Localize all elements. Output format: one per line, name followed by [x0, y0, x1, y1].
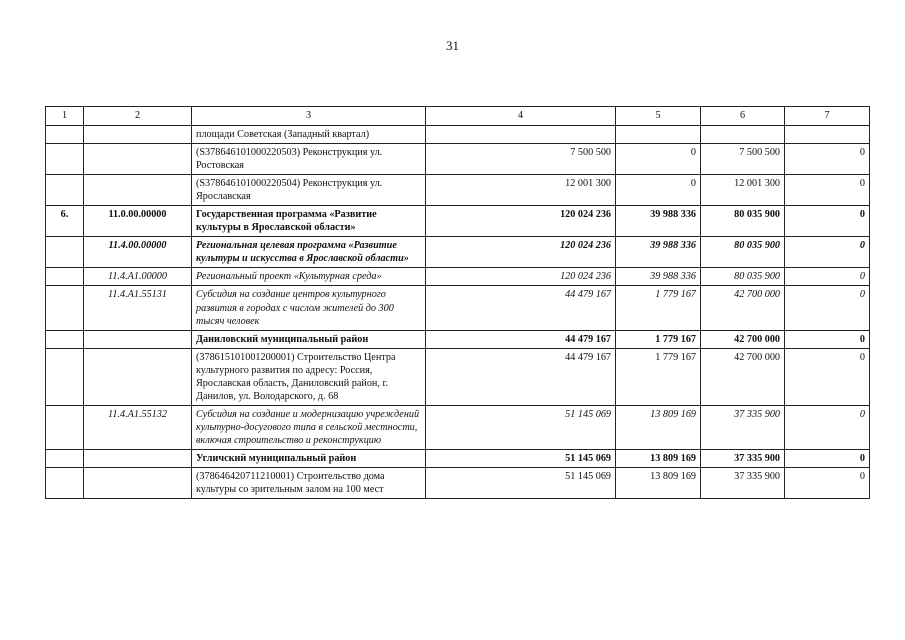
item-name-cell: Государственная программа «Развитие культуры в Ярославской области» — [192, 206, 426, 237]
amount-col4-cell: 51 145 069 — [426, 449, 616, 467]
amount-col7-cell: 0 — [785, 268, 870, 286]
amount-col6-cell: 80 035 900 — [701, 268, 785, 286]
amount-col5-cell: 0 — [616, 144, 701, 175]
amount-col5-cell: 1 779 167 — [616, 348, 701, 405]
budget-code-cell — [84, 348, 192, 405]
item-name-cell: Угличский муниципальный район — [192, 449, 426, 467]
column-header: 5 — [616, 107, 701, 126]
item-name-cell: Субсидия на создание и модернизацию учреждений культурно-досугового типа в сельской местности, включая строительство и реконструкцию — [192, 405, 426, 449]
row-number-cell — [46, 286, 84, 330]
amount-col6-cell: 80 035 900 — [701, 206, 785, 237]
amount-col6-cell: 42 700 000 — [701, 348, 785, 405]
table-row — [46, 330, 870, 348]
item-name-cell: Даниловский муниципальный район — [192, 330, 426, 348]
table-row — [46, 268, 870, 286]
amount-col5-cell — [616, 126, 701, 144]
row-number-cell — [46, 126, 84, 144]
table-row — [46, 144, 870, 175]
row-number-cell — [46, 237, 84, 268]
amount-col6-cell: 42 700 000 — [701, 286, 785, 330]
amount-col5-cell: 13 809 169 — [616, 449, 701, 467]
amount-col4-cell: 44 479 167 — [426, 330, 616, 348]
table-row — [46, 237, 870, 268]
amount-col4-cell: 44 479 167 — [426, 348, 616, 405]
item-name-cell: (378615101001200001) Строительство Центра культурного развития по адресу: Россия, Ярославская область, Даниловский район, г. Данилов, ул. Володарского, д. 68 — [192, 348, 426, 405]
amount-col6-cell — [701, 126, 785, 144]
amount-col6-cell: 7 500 500 — [701, 144, 785, 175]
amount-col4-cell: 120 024 236 — [426, 268, 616, 286]
budget-code-cell — [84, 175, 192, 206]
amount-col7-cell: 0 — [785, 237, 870, 268]
table-row — [46, 175, 870, 206]
amount-col4-cell: 51 145 069 — [426, 405, 616, 449]
row-number-cell — [46, 330, 84, 348]
amount-col5-cell: 39 988 336 — [616, 268, 701, 286]
amount-col4-cell: 120 024 236 — [426, 237, 616, 268]
amount-col5-cell: 1 779 167 — [616, 330, 701, 348]
amount-col7-cell: 0 — [785, 405, 870, 449]
item-name-cell: (378646420711210001) Строительство дома культуры со зрительным залом на 100 мест — [192, 468, 426, 499]
amount-col7-cell: 0 — [785, 286, 870, 330]
row-number-cell — [46, 348, 84, 405]
amount-col4-cell — [426, 126, 616, 144]
item-name-cell: Региональная целевая программа «Развитие культуры и искусства в Ярославской области» — [192, 237, 426, 268]
table-row — [46, 449, 870, 467]
amount-col6-cell: 37 335 900 — [701, 405, 785, 449]
amount-col4-cell: 12 001 300 — [426, 175, 616, 206]
budget-code-cell — [84, 449, 192, 467]
table-row — [46, 206, 870, 237]
budget-code-cell: 11.0.00.00000 — [84, 206, 192, 237]
amount-col6-cell: 37 335 900 — [701, 449, 785, 467]
header-row — [46, 107, 870, 126]
page-number: 31 — [446, 38, 459, 53]
budget-code-cell: 11.4.А1.55132 — [84, 405, 192, 449]
column-header: 6 — [701, 107, 785, 126]
table-row — [46, 126, 870, 144]
table-row — [46, 286, 870, 330]
amount-col5-cell: 1 779 167 — [616, 286, 701, 330]
budget-code-cell — [84, 330, 192, 348]
budget-code-cell — [84, 144, 192, 175]
column-header: 1 — [46, 107, 84, 126]
column-header: 7 — [785, 107, 870, 126]
item-name-cell: (S378646101000220503) Реконструкция ул. Ростовская — [192, 144, 426, 175]
column-header: 4 — [426, 107, 616, 126]
amount-col7-cell: 0 — [785, 206, 870, 237]
budget-table — [45, 106, 870, 499]
amount-col7-cell: 0 — [785, 348, 870, 405]
amount-col5-cell: 0 — [616, 175, 701, 206]
budget-code-cell: 11.4.00.00000 — [84, 237, 192, 268]
row-number-cell — [46, 268, 84, 286]
amount-col5-cell: 13 809 169 — [616, 468, 701, 499]
amount-col5-cell: 13 809 169 — [616, 405, 701, 449]
amount-col6-cell: 80 035 900 — [701, 237, 785, 268]
column-header: 3 — [192, 107, 426, 126]
item-name-cell: площади Советская (Западный квартал) — [192, 126, 426, 144]
amount-col7-cell — [785, 126, 870, 144]
row-number-cell — [46, 144, 84, 175]
amount-col4-cell: 7 500 500 — [426, 144, 616, 175]
amount-col7-cell: 0 — [785, 468, 870, 499]
amount-col4-cell: 51 145 069 — [426, 468, 616, 499]
row-number-cell — [46, 468, 84, 499]
amount-col4-cell: 44 479 167 — [426, 286, 616, 330]
table-row — [46, 405, 870, 449]
row-number-cell: 6. — [46, 206, 84, 237]
budget-code-cell — [84, 468, 192, 499]
row-number-cell — [46, 449, 84, 467]
budget-code-cell — [84, 126, 192, 144]
amount-col6-cell: 12 001 300 — [701, 175, 785, 206]
table-row — [46, 468, 870, 499]
row-number-cell — [46, 175, 84, 206]
amount-col4-cell: 120 024 236 — [426, 206, 616, 237]
column-header: 2 — [84, 107, 192, 126]
amount-col7-cell: 0 — [785, 449, 870, 467]
amount-col7-cell: 0 — [785, 330, 870, 348]
amount-col6-cell: 37 335 900 — [701, 468, 785, 499]
amount-col5-cell: 39 988 336 — [616, 237, 701, 268]
item-name-cell: Субсидия на создание центров культурного развития в городах с числом жителей до 300 тысяч человек — [192, 286, 426, 330]
amount-col7-cell: 0 — [785, 144, 870, 175]
amount-col6-cell: 42 700 000 — [701, 330, 785, 348]
table-row — [46, 348, 870, 405]
budget-code-cell: 11.4.А1.55131 — [84, 286, 192, 330]
budget-code-cell: 11.4.А1.00000 — [84, 268, 192, 286]
item-name-cell: (S378646101000220504) Реконструкция ул. Ярославская — [192, 175, 426, 206]
item-name-cell: Региональный проект «Культурная среда» — [192, 268, 426, 286]
row-number-cell — [46, 405, 84, 449]
amount-col7-cell: 0 — [785, 175, 870, 206]
amount-col5-cell: 39 988 336 — [616, 206, 701, 237]
